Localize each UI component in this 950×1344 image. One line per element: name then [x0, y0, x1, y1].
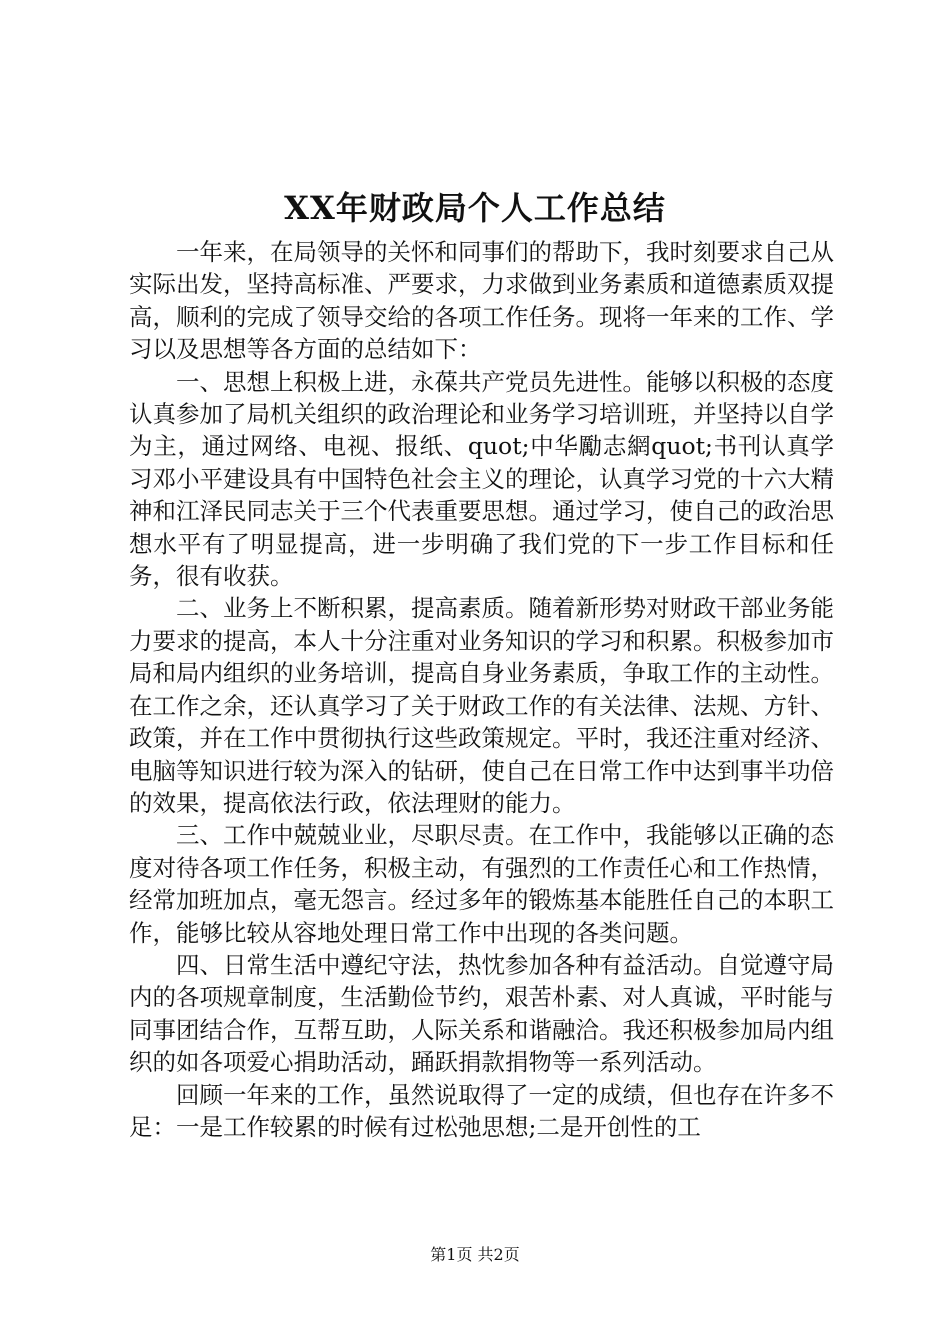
paragraph-review: 回顾一年来的工作，虽然说取得了一定的成绩，但也存在许多不足：一是工作较累的时候有过松弛思想;二是开创性的工	[129, 1080, 834, 1141]
document-title: XX年财政局个人工作总结	[284, 189, 666, 227]
page-number-footer: 第1页 共2页	[430, 1245, 520, 1264]
paragraph-thought: 一、思想上积极上进，永葆共产党员先进性。能够以积极的态度认真参加了局机关组织的政治理论和业务学习培训班，并坚持以自学为主，通过网络、电视、报纸、quot;中华勵志網quot;书刊认真学习邓小平建设具有中国特色社会主义的理论，认真学习党的十六大精神和江泽民同志关于三个代表重要思想。通过学习，使自己的政治思想水平有了明显提高，进一步明确了我们党的下一步工作目标和任务，很有收获。	[129, 367, 834, 591]
paragraph-business: 二、业务上不断积累，提高素质。随着新形势对财政干部业务能力要求的提高，本人十分注重对业务知识的学习和积累。积极参加市局和局内组织的业务培训，提高自身业务素质，争取工作的主动性。在工作之余，还认真学习了关于财政工作的有关法律、法规、方针、政策，并在工作中贯彻执行这些政策规定。平时，我还注重对经济、电脑等知识进行较为深入的钻研，使自己在日常工作中达到事半功倍的效果，提高依法行政，依法理财的能力。	[129, 594, 834, 817]
document-body	[129, 236, 834, 1143]
paragraph-intro: 一年来，在局领导的关怀和同事们的帮助下，我时刻要求自己从实际出发，坚持高标准、严要求，力求做到业务素质和道德素质双提高，顺利的完成了领导交给的各项工作任务。现将一年来的工作、学习以及思想等各方面的总结如下：	[129, 238, 834, 364]
paragraph-life: 四、日常生活中遵纪守法，热忱参加各种有益活动。自觉遵守局内的各项规章制度，生活勤俭节约，艰苦朴素、对人真诚，平时能与同事团结合作，互帮互助，人际关系和谐融洽。我还积极参加局内组织的如各项爱心捐助活动，踊跃捐款捐物等一系列活动。	[129, 950, 834, 1077]
paragraph-work: 三、工作中兢兢业业，尽职尽责。在工作中，我能够以正确的态度对待各项工作任务，积极主动，有强烈的工作责任心和工作热情，经常加班加点，毫无怨言。经过多年的锻炼基本能胜任自己的本职工作，能够比较从容地处理日常工作中出现的各类问题。	[129, 821, 834, 947]
